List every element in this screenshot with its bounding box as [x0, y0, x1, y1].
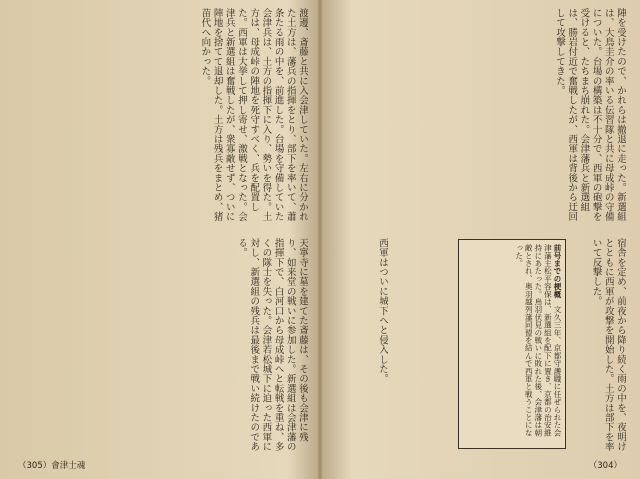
- left-page-lower-text: 天寧寺に墓を建てた斎藤は、その後も会津に残り、如来堂の戦いに参加した。新選組は会津藩の指揮下で、白河口から母成峠へと転戦を重ね、多くの隊士を失った。会津若松城下に迫った西軍に対し、新選組の残兵は最後まで戦い続けたのである。: [235, 238, 308, 452]
- right-page-lower-text-a: 宿舎を定め、前夜から降り続く雨の中を、夜明けとともに西軍が攻撃を開始した。土方は部下を率いて反撃した。: [590, 238, 626, 452]
- right-page-upper-text: 陣を受けたので、かれらは撤退に走った。新選組は、大鳥圭介の率いる伝習隊と共に母成峠の守備についた。台場の構築は不十分で、西軍の砲撃を受けると、たちまち崩れた。会津藩兵と新選組は、勝岩付近で奮戦したが、西軍は背後から迂回して攻撃してきた。: [553, 8, 626, 222]
- left-page: [8, 6, 310, 456]
- synopsis-text: 文久三年、京都守護職に任ぜられた会津藩主松平容保は、新選組を配下に置き、京都の治安維持にあたった。鳥羽伏見の戦いに敗れた後、会津藩は朝敵とされ、奥羽越列藩同盟を結んで西軍と戦うことになった。: [514, 244, 562, 437]
- left-page-upper-text: 渡邊、斎藤と共に入会津していた。左右に分かれた土方は、藩兵の指揮をとり、部下を率いて、蕭条たる雨の中を、前進した。台場を守備していた会津兵は、土方の指揮下に入り、勢いを得た。土方は、母成峠の陣地を死守すべく、兵を配置した。西軍は大挙して押し寄せ、激戦となった。会津兵と新選組は奮戦したが、衆寡敵せず、ついに陣地を捨てて退却した。土方は残兵をまとめ、猪苗代へ向かった。: [199, 8, 308, 222]
- synopsis-column: [462, 244, 562, 444]
- synopsis-title: 前号までの梗概: [553, 244, 562, 298]
- synopsis-box: [458, 239, 566, 449]
- book-gutter: [316, 0, 324, 479]
- right-page-footer: （304）: [588, 461, 622, 471]
- right-page-lower-text-b: 西軍はついに城下へと侵入した。: [377, 238, 388, 384]
- left-page-footer: （305）會津士魂: [18, 461, 86, 471]
